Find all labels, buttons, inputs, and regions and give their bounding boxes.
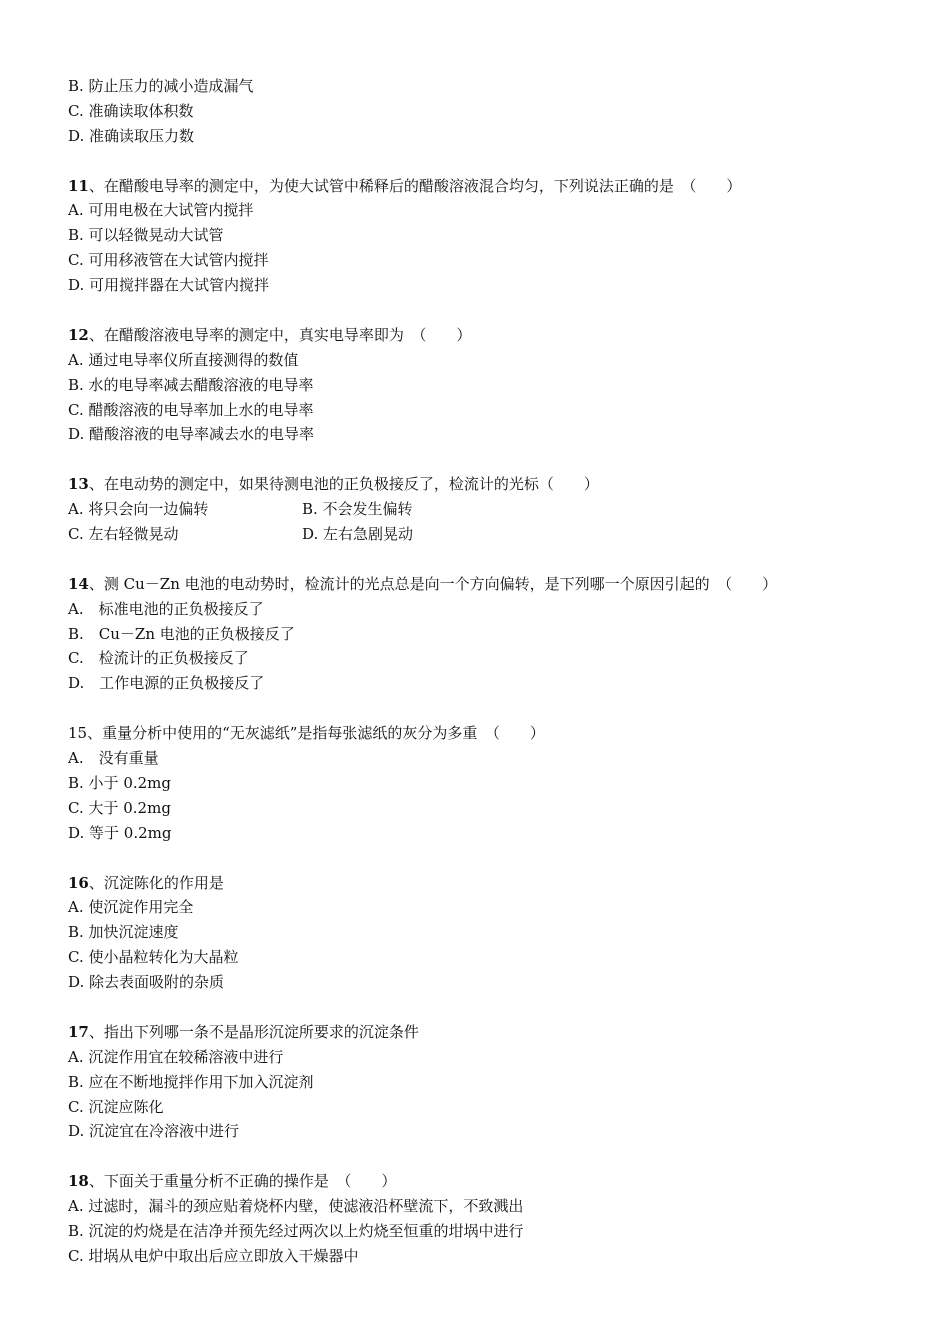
option-line: A. 标准电池的正负极接反了 — [68, 599, 264, 618]
option-line: B. 加快沉淀速度 — [68, 923, 179, 942]
question-17-stem — [68, 1020, 888, 1045]
option-line: A. 没有重量 — [68, 749, 159, 768]
option-line: C. 可用移液管在大试管内搅拌 — [68, 251, 269, 270]
option-line: C. 检流计的正负极接反了 — [68, 649, 249, 668]
option-line: B. 防止压力的减小造成漏气 — [68, 77, 254, 95]
option-line: D. 沉淀宜在冷溶液中进行 — [68, 1122, 240, 1141]
question-text: 、沉淀陈化的作用是 — [88, 873, 224, 892]
option-line: B. 可以轻微晃动大试管 — [68, 226, 224, 245]
question-13-stem — [68, 472, 888, 497]
question-15-stem — [68, 721, 888, 746]
option-line: A. 使沉淀作用完全 — [68, 898, 194, 917]
option-line: B. 应在不断地搅拌作用下加入沉淀剂 — [68, 1072, 314, 1091]
question-text: 、重量分析中使用的“无灰滤纸”是指每张滤纸的灰分为多重 （ ） — [87, 724, 545, 743]
question-number: 13 — [68, 475, 89, 494]
option-line: A. 过滤时，漏斗的颈应贴着烧杯内壁，使滤液沿杯壁流下，不致溅出 — [68, 1197, 524, 1216]
question-text: 、测 Cu－Zn 电池的电动势时，检流计的光点总是向一个方向偏转，是下列哪一个原因引起的 （ ） — [88, 574, 778, 593]
question-16-stem — [68, 871, 888, 896]
option-pair-row — [68, 522, 888, 547]
question-number: 18 — [68, 1172, 89, 1191]
question-number: 11 — [68, 176, 89, 195]
question-number: 14 — [68, 574, 89, 593]
option-line: C. 醋酸溶液的电导率加上水的电导率 — [68, 400, 314, 419]
question-text: 、在醋酸溶液电导率的测定中，真实电导率即为 （ ） — [88, 325, 472, 344]
option-line: D. 准确读取压力数 — [68, 126, 195, 145]
option-line: A. 可用电极在大试管内搅拌 — [68, 201, 254, 220]
question-12-stem — [68, 323, 888, 348]
option-line: B. 小于 0.2mg — [68, 773, 172, 792]
option-line: C. 大于 0.2mg — [68, 798, 171, 817]
option-line: B. Cu－Zn 电池的正负极接反了 — [68, 624, 295, 643]
question-text: 、在电动势的测定中，如果待测电池的正负极接反了，检流计的光标（ ） — [88, 475, 599, 494]
question-text: 、在醋酸电导率的测定中，为使大试管中稀释后的醋酸溶液混合均匀，下列说法正确的是 （ ） — [88, 176, 742, 195]
document-page — [68, 74, 888, 1269]
option-line: C. 准确读取体积数 — [68, 101, 194, 120]
option-line: D. 除去表面吸附的杂质 — [68, 973, 225, 992]
option-line: D. 可用搅拌器在大试管内搅拌 — [68, 276, 270, 295]
option-pair-row — [68, 497, 888, 522]
option-line: D. 左右急剧晃动 — [302, 525, 414, 544]
option-line: A. 通过电导率仪所直接测得的数值 — [68, 350, 299, 369]
option-line: A. 沉淀作用宜在较稀溶液中进行 — [68, 1047, 284, 1066]
question-11-stem — [68, 174, 888, 199]
question-number: 15 — [68, 724, 88, 743]
option-line: D. 等于 0.2mg — [68, 823, 172, 842]
question-number: 16 — [68, 873, 89, 892]
option-line: B. 沉淀的灼烧是在洁净并预先经过两次以上灼烧至恒重的坩埚中进行 — [68, 1221, 524, 1240]
question-text: 、下面关于重量分析不正确的操作是 （ ） — [88, 1172, 397, 1191]
option-line: C. 沉淀应陈化 — [68, 1097, 164, 1116]
question-14-stem — [68, 572, 888, 597]
option-line: C. 坩埚从电炉中取出后应立即放入干燥器中 — [68, 1246, 359, 1265]
option-line: C. 使小晶粒转化为大晶粒 — [68, 948, 239, 967]
question-text: 、指出下列哪一条不是晶形沉淀所要求的沉淀条件 — [88, 1022, 419, 1041]
option-line: B. 水的电导率减去醋酸溶液的电导率 — [68, 375, 314, 394]
option-line: C. 左右轻微晃动 — [68, 525, 179, 544]
question-number: 12 — [68, 325, 89, 344]
question-18-stem — [68, 1169, 888, 1194]
question-number: 17 — [68, 1022, 89, 1041]
option-line: D. 工作电源的正负极接反了 — [68, 674, 265, 693]
option-line: B. 不会发生偏转 — [302, 500, 413, 519]
option-line: A. 将只会向一边偏转 — [68, 500, 209, 519]
option-line: D. 醋酸溶液的电导率减去水的电导率 — [68, 425, 315, 444]
